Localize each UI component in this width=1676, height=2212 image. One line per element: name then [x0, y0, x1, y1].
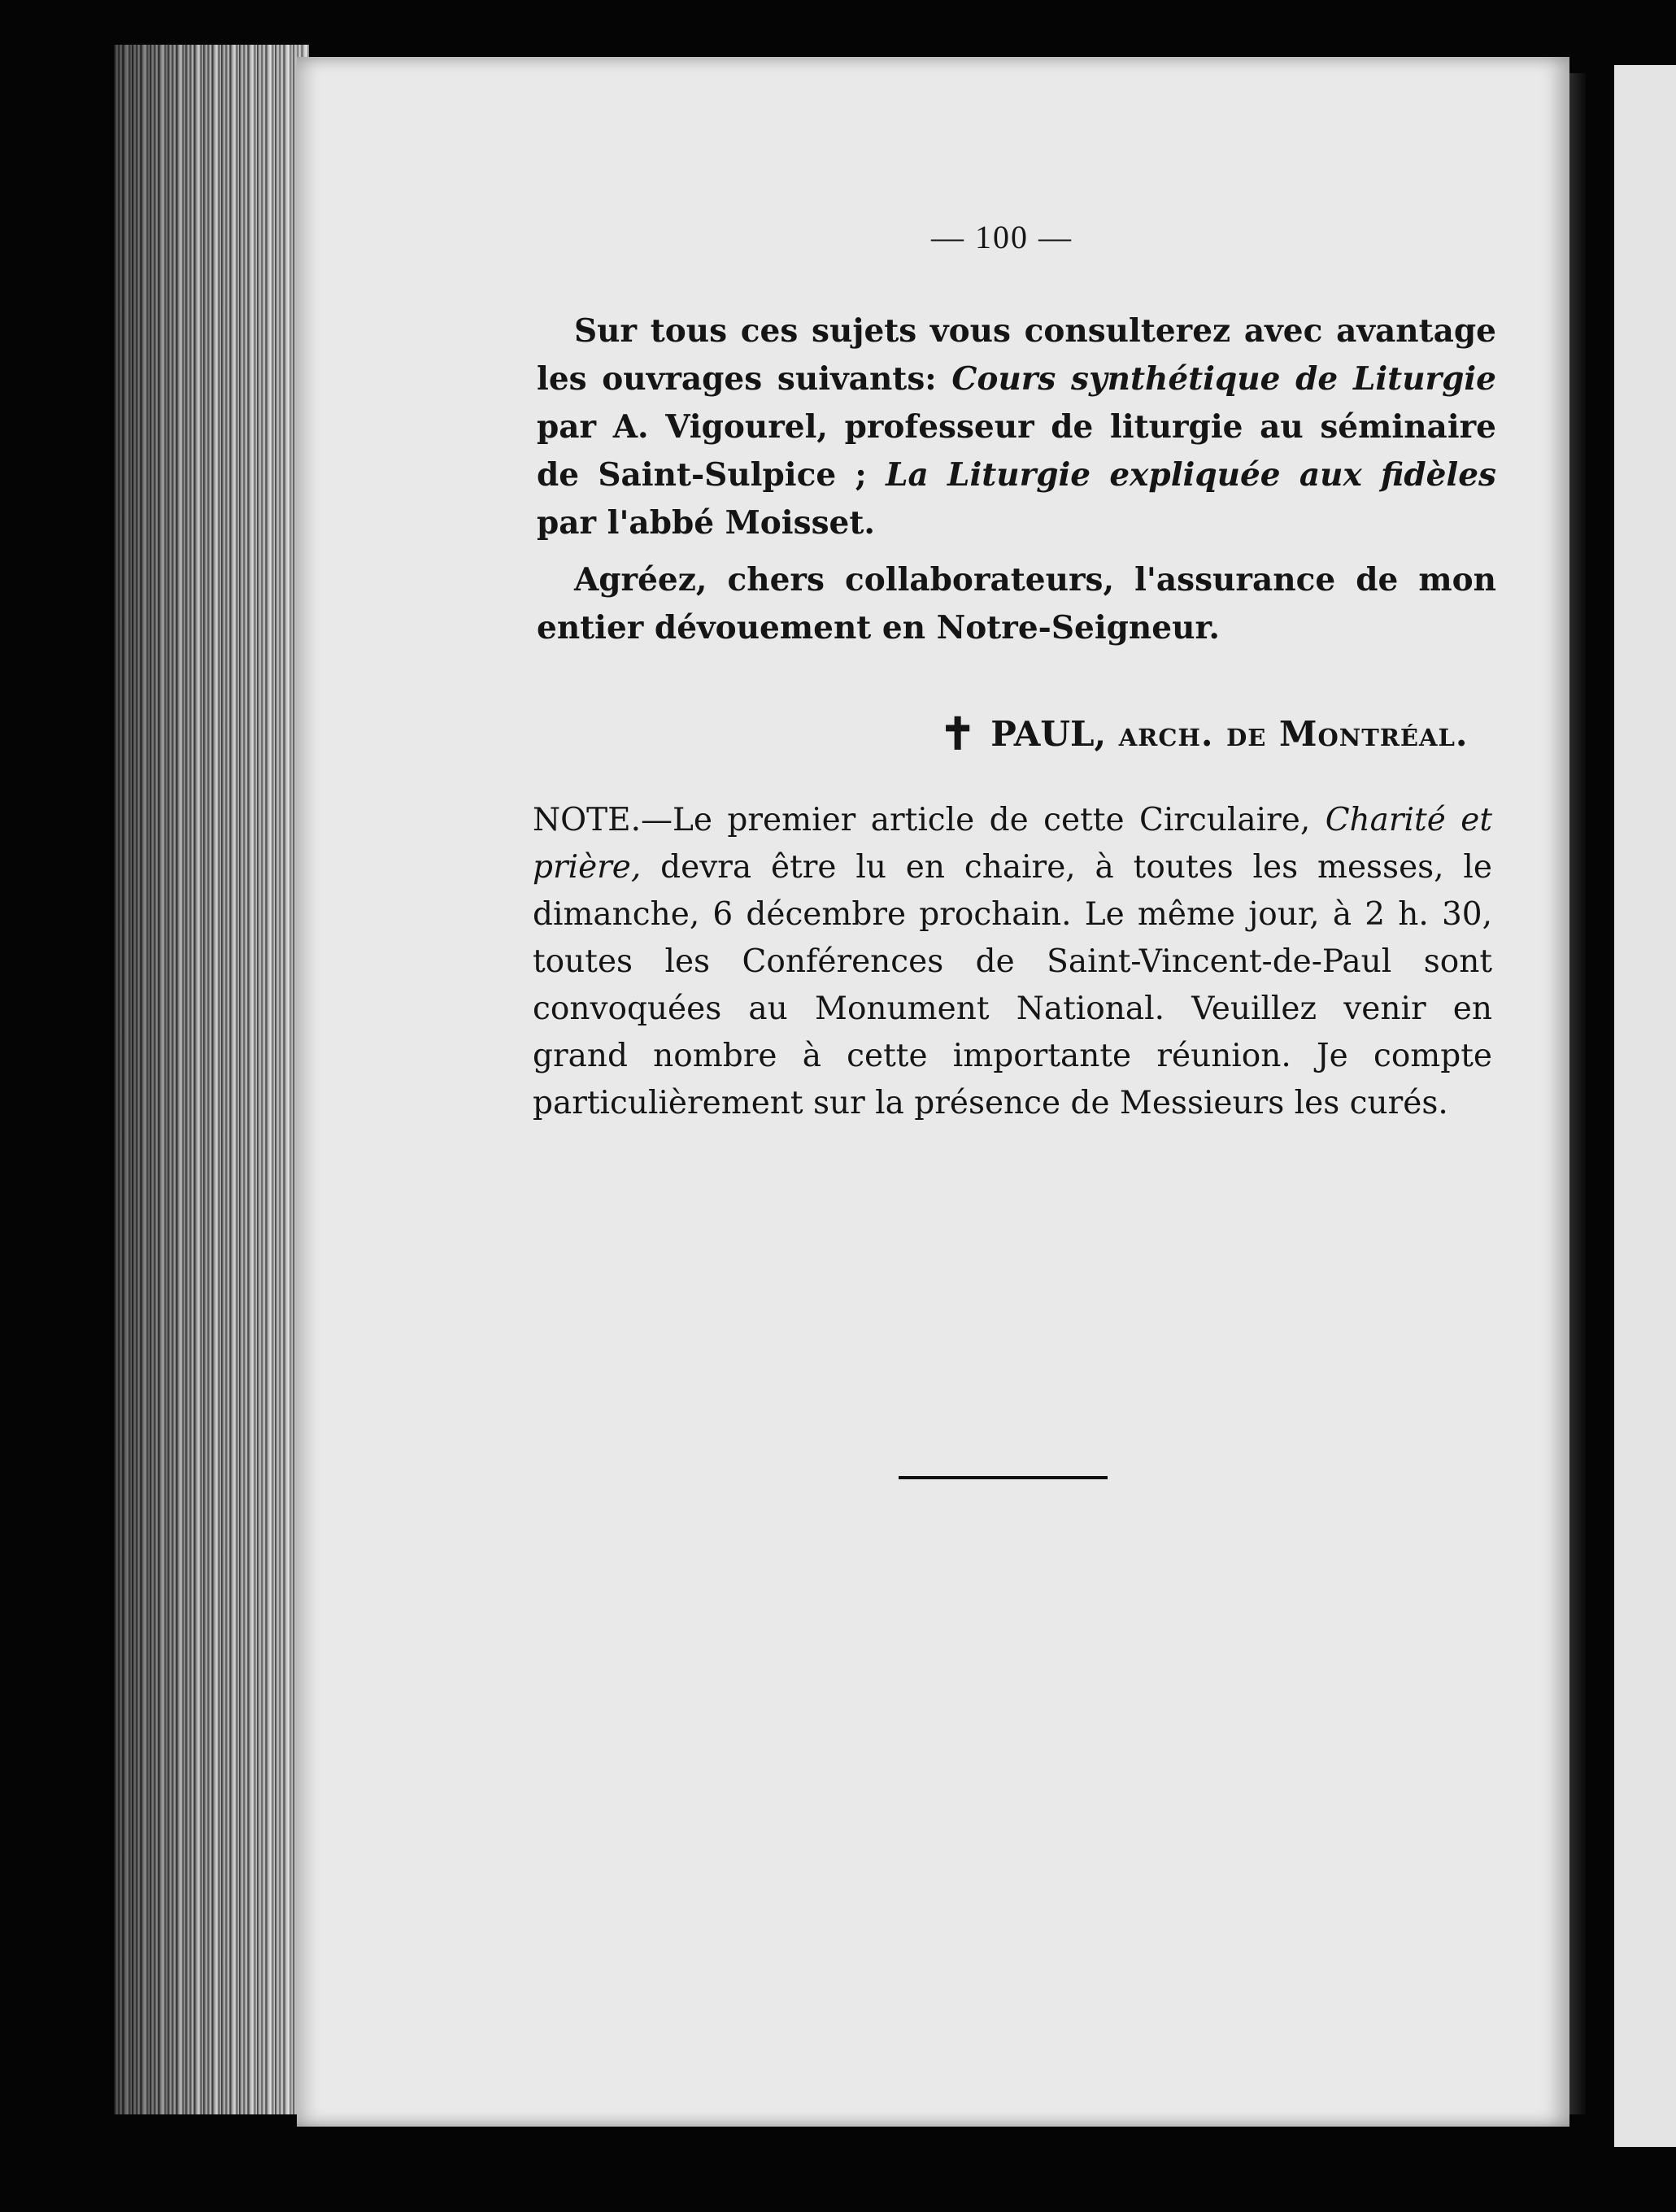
book-gutter-right	[1569, 73, 1586, 2114]
note-block	[533, 797, 1492, 1127]
book-title-liturgie: La Liturgie expliquée aux fidèles	[886, 456, 1497, 494]
next-page-sliver	[1614, 65, 1676, 2147]
note-label: NOTE.	[533, 802, 641, 838]
closing-text: Agréez, chers collaborateurs, l'assurance de mon entier dévouement en Notre-Seigneur.	[537, 561, 1496, 647]
signature-name: PAUL,	[990, 714, 1107, 754]
signature-title: arch. de Montréal.	[1106, 714, 1469, 754]
note-paragraph	[533, 797, 1492, 1127]
signature	[939, 708, 1469, 760]
closing-rule	[899, 1476, 1108, 1479]
book-page-edges	[114, 45, 309, 2114]
note-text-b: devra être lu en chaire, à toutes les messes, le dimanche, 6 décembre prochain. Le même jour, à 2 h. 30, toutes les Conférences de Saint-Vincent-de-Paul sont convoquées au Monument National. Veuillez venir en grand nombre à cette importante réunion. Je compte particulièrement sur la présence de Messieurs les curés.	[533, 849, 1492, 1121]
book-title-cours: Cours synthétique de Liturgie	[951, 360, 1496, 398]
paragraph-references	[537, 307, 1496, 547]
para1-text-a: Sur tous ces sujets vous consulterez avec avantage les ouvrages suivants:	[537, 312, 1496, 398]
paragraph-closing	[537, 556, 1496, 652]
para1-text-c: par l'abbé Moisset.	[537, 504, 875, 542]
page-number: — 100 —	[931, 219, 1073, 255]
note-text-a: —Le premier article de cette Circulaire,	[640, 802, 1326, 838]
para1-text-b: par A. Vigourel, professeur de liturgie au séminaire de Saint-Sulpice ;	[537, 408, 1496, 494]
cross-icon: ✝	[939, 708, 977, 760]
note-italic-title: Charité et prière,	[533, 802, 1492, 886]
